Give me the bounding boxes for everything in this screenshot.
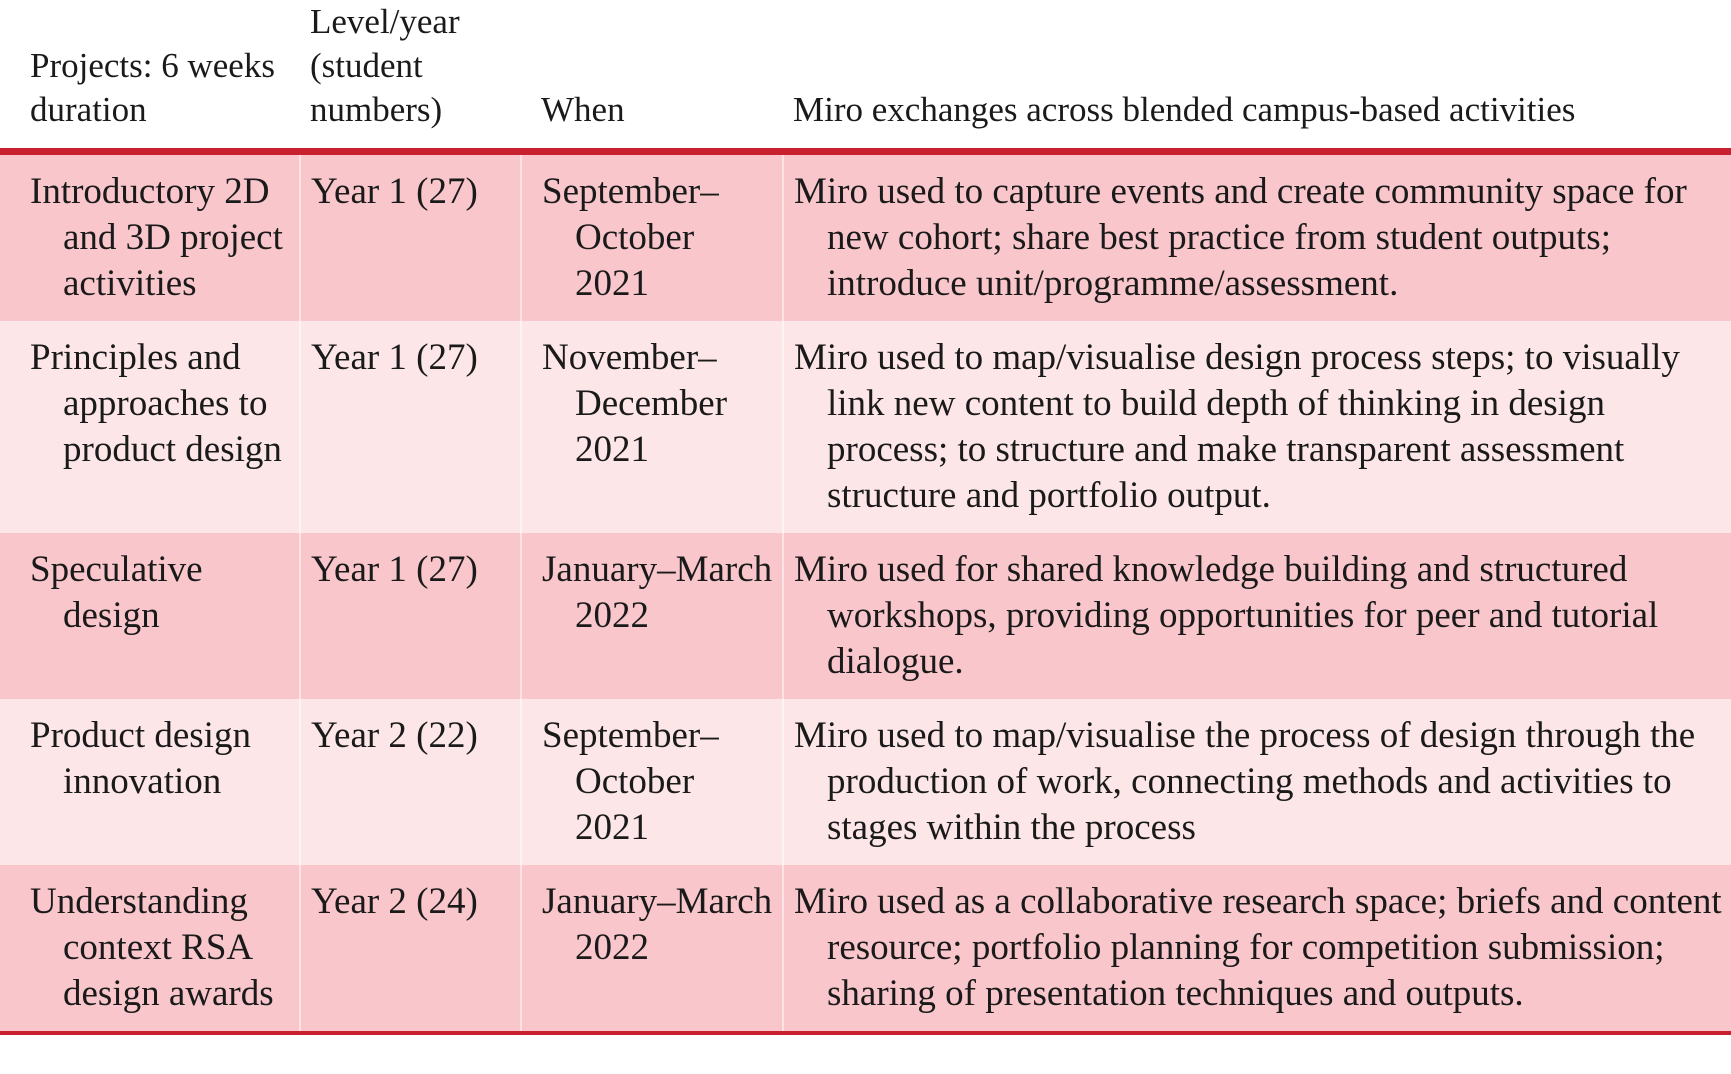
table-row [0,865,1731,1033]
cell-when [521,699,783,865]
table-row [0,699,1731,865]
cell-level [300,533,521,699]
cell-when [521,865,783,1033]
level-text: Year 1 (27) [311,171,478,212]
miro-text: Miro used to map/visualise the process of design through the production of work, connecting methods and activities to stages within the process [794,715,1696,848]
miro-text: Miro used for shared knowledge building and structured workshops, providing opportunities for peer and tutorial dialogue. [794,549,1659,682]
project-text: Speculative design [30,549,203,636]
cell-miro [783,321,1731,533]
cell-project [0,699,300,865]
when-text: January–March 2022 [542,881,773,968]
cell-project [0,321,300,533]
when-text: November–December 2021 [542,337,728,470]
miro-text: Miro used as a collaborative research space; briefs and content resource; portfolio planning for competition submission; sharing of presentation techniques and outputs. [794,881,1722,1014]
cell-miro [783,152,1731,322]
cell-when [521,321,783,533]
cell-project [0,533,300,699]
project-text: Introductory 2D and 3D project activities [30,171,283,304]
header-when: When [541,90,625,129]
table-header [0,0,1731,152]
project-text: Principles and approaches to product design [30,337,282,470]
header-miro: Miro exchanges across blended campus-based activities [793,90,1576,129]
miro-text: Miro used to capture events and create community space for new cohort; share best practice from student outputs; introduce unit/programme/assessment. [794,171,1687,304]
level-text: Year 1 (27) [311,337,478,378]
table-row [0,533,1731,699]
cell-level [300,699,521,865]
when-text: January–March 2022 [542,549,773,636]
level-text: Year 1 (27) [311,549,478,590]
miro-text: Miro used to map/visualise design process steps; to visually link new content to build depth of thinking in design process; to structure and make transparent assessment structure and portfolio output. [794,337,1680,516]
header-level: Level/year (student numbers) [310,2,460,129]
cell-when [521,152,783,322]
cell-project [0,152,300,322]
table-row [0,321,1731,533]
cell-level [300,152,521,322]
level-text: Year 2 (24) [311,881,478,922]
when-text: September–October 2021 [542,171,719,304]
cell-miro [783,533,1731,699]
cell-when [521,533,783,699]
cell-level [300,321,521,533]
cell-level [300,865,521,1033]
cell-miro [783,699,1731,865]
level-text: Year 2 (22) [311,715,478,756]
header-row [0,0,1731,152]
when-text: September–October 2021 [542,715,719,848]
project-text: Understanding context RSA design awards [30,881,274,1014]
cell-miro [783,865,1731,1033]
table-row [0,152,1731,322]
project-text: Product design innovation [30,715,251,802]
cell-project [0,865,300,1033]
header-project: Projects: 6 weeks duration [30,46,275,129]
table-body [0,152,1731,1034]
